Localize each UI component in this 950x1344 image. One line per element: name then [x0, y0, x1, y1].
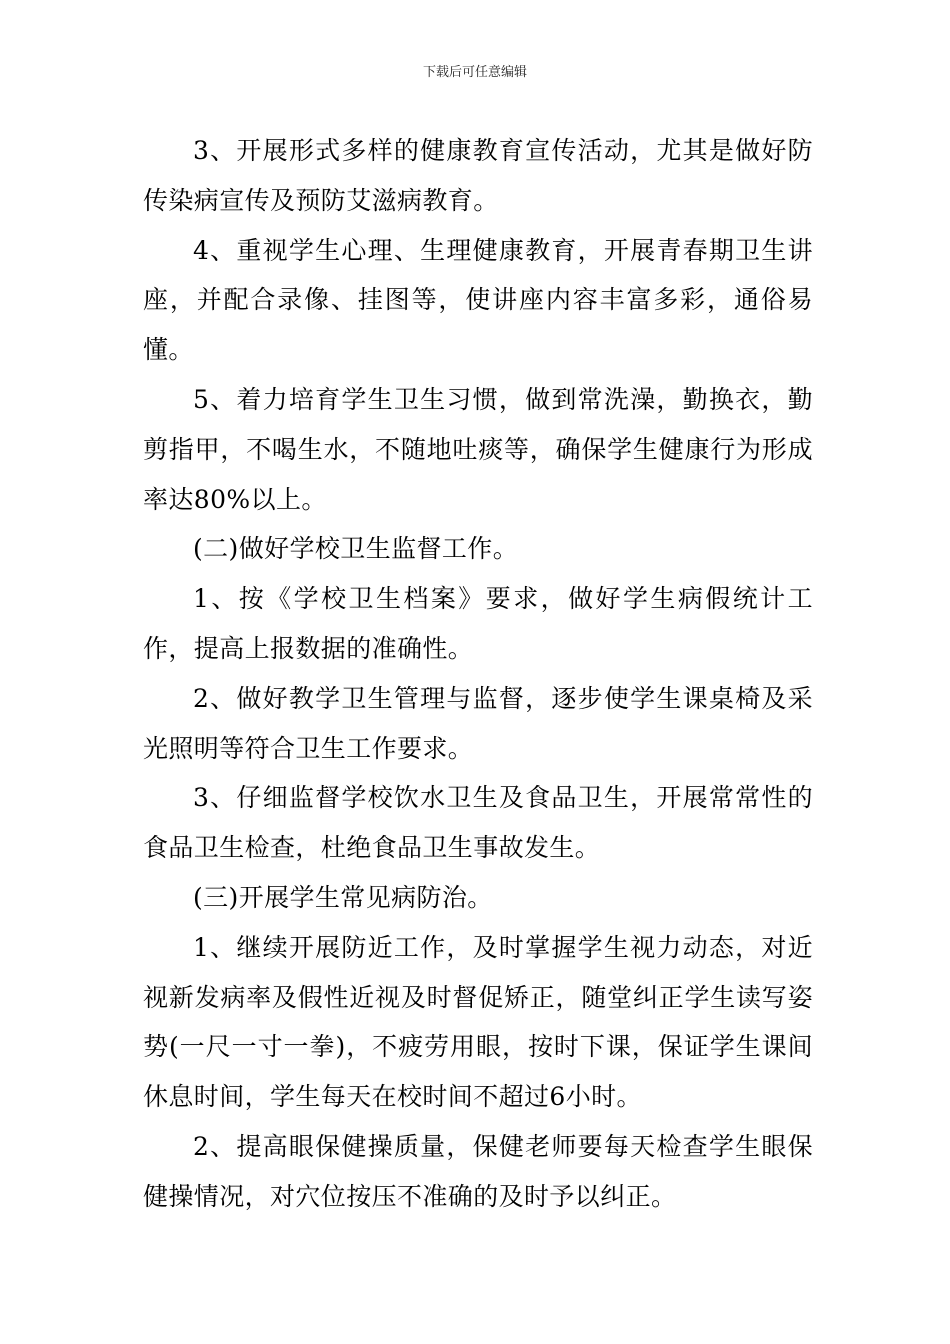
paragraph-eye-exercises: 2、提高眼保健操质量，保健老师要每天检查学生眼保健操情况，对穴位按压不准确的及时予以纠正。 [143, 1131, 813, 1211]
paragraph-teaching-hygiene: 2、做好教学卫生管理与监督，逐步使学生课桌椅及采光照明等符合卫生工作要求。 [143, 683, 813, 763]
page-header: 下载后可任意编辑 [422, 65, 527, 80]
section-heading-disease-prevention: (三)开展学生常见病防治。 [193, 882, 493, 912]
document-body [143, 126, 813, 1222]
paragraph-hygiene-habits: 5、着力培育学生卫生习惯，做到常洗澡，勤换衣，勤剪指甲，不喝生水，不随地吐痰等，确保学生健康行为形成率达80%以上。 [143, 384, 813, 514]
paragraph-myopia-prevention: 1、继续开展防近工作，及时掌握学生视力动态，对近视新发病率及假性近视及时督促矫正，随堂纠正学生读写姿势(一尺一寸一拳)，不疲劳用眼，按时下课，保证学生课间休息时间，学生每天在校时间不超过6小时。 [143, 932, 813, 1112]
section-heading-supervision: (二)做好学校卫生监督工作。 [193, 534, 519, 564]
paragraph-health-records: 1、按《学校卫生档案》要求，做好学生病假统计工作，提高上报数据的准确性。 [143, 584, 813, 663]
paragraph-food-water-hygiene: 3、仔细监督学校饮水卫生及食品卫生，开展常常性的食品卫生检查，杜绝食品卫生事故发生。 [143, 783, 813, 863]
paragraph-health-education-activities: 3、开展形式多样的健康教育宣传活动，尤其是做好防传染病宣传及预防艾滋病教育。 [143, 136, 813, 215]
paragraph-mental-physical-health: 4、重视学生心理、生理健康教育，开展青春期卫生讲座，并配合录像、挂图等，使讲座内容丰富多彩，通俗易懂。 [143, 235, 813, 365]
